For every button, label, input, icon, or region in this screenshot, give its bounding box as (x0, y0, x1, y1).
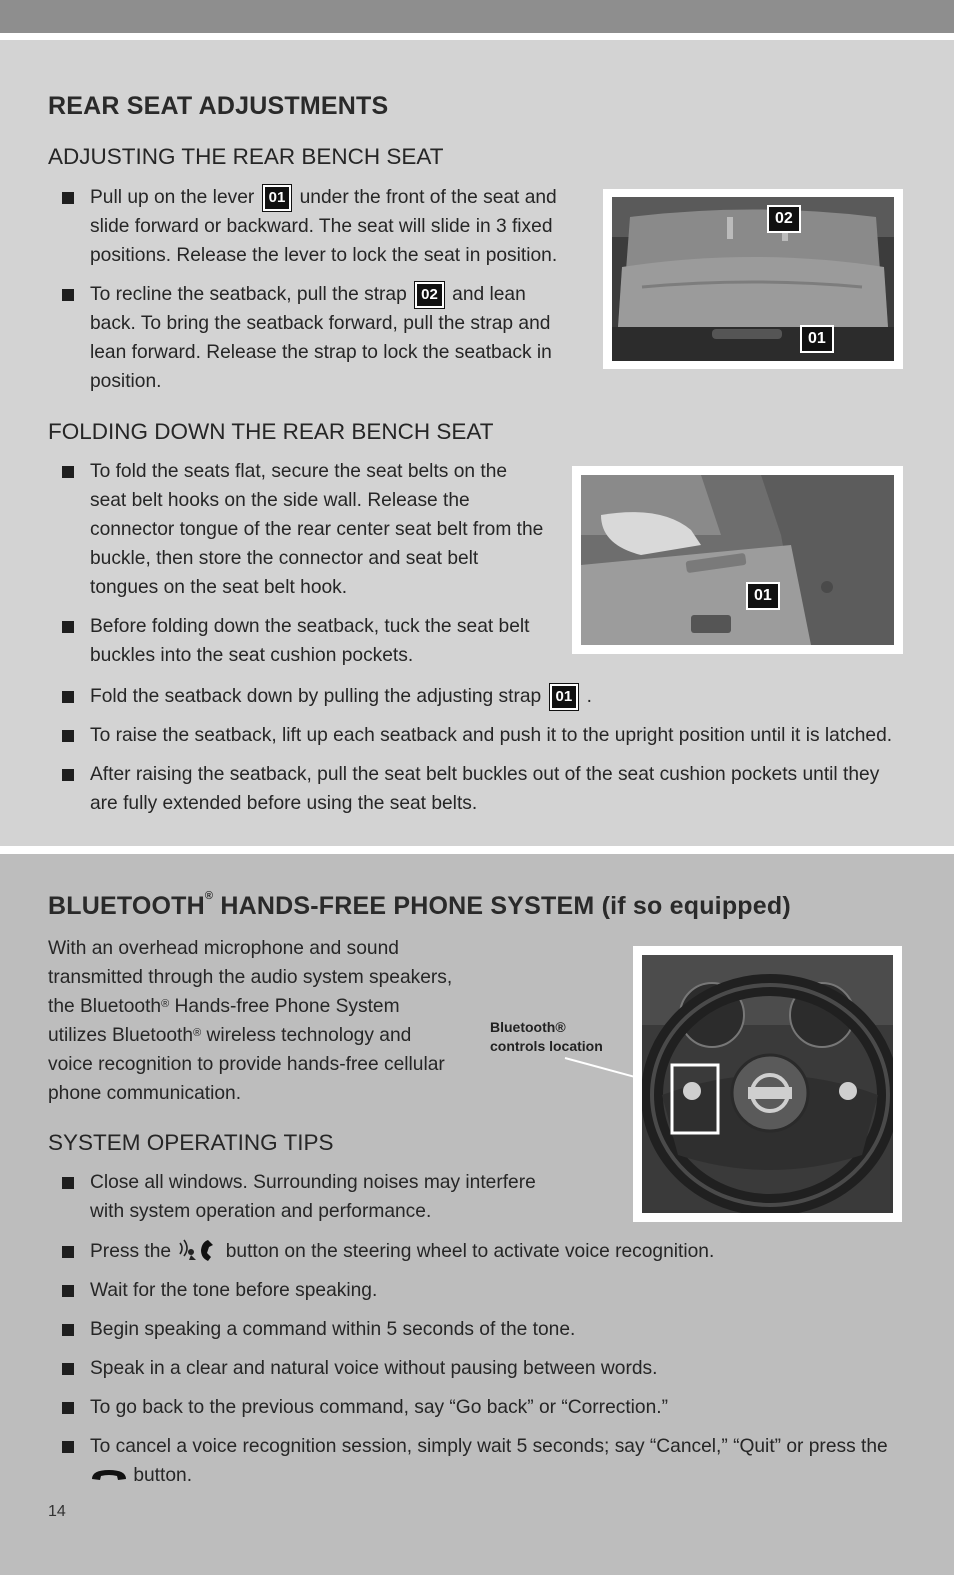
folding-seat-image (581, 475, 894, 645)
bluetooth-title: BLUETOOTH® HANDS-FREE PHONE SYSTEM (if so equipped) (48, 890, 791, 920)
list-item: After raising the seatback, pull the seat belt buckles out of the seat cushion pockets until they are fully extended before using the seat belts. (48, 760, 910, 818)
list-item: To cancel a voice recognition session, simply wait 5 seconds; say “Cancel,” “Quit” or press the button. (48, 1432, 910, 1490)
list-item: Speak in a clear and natural voice without pausing between words. (48, 1354, 910, 1383)
list-item: To raise the seatback, lift up each seatback and push it to the upright position until it is latched. (48, 721, 910, 750)
folding-list-top (48, 457, 548, 680)
top-header-bar (0, 0, 954, 33)
list-item: Fold the seatback down by pulling the adjusting strap 01 . (48, 682, 910, 711)
adjusting-list (48, 183, 576, 406)
list-item: Wait for the tone before speaking. (48, 1276, 910, 1305)
photo-callout-01: 01 (800, 325, 834, 353)
list-item: Close all windows. Surrounding noises may interfere with system operation and performance. (48, 1168, 558, 1226)
bluetooth-controls-callout: Bluetooth® controls location (490, 1019, 603, 1054)
list-item: Before folding down the seatback, tuck the seat belt buckles into the seat cushion pockets. (48, 612, 548, 670)
list-item: To fold the seats flat, secure the seat belts on the seat belt hooks on the side wall. Release the connector tongue of the rear center seat belt from the buckle, then store the connector and seat belt tongues on the seat belt hook. (48, 457, 548, 602)
adjusting-heading: ADJUSTING THE REAR BENCH SEAT (48, 144, 444, 169)
list-item: Begin speaking a command within 5 seconds of the tone. (48, 1315, 910, 1344)
talk-phone-icon (176, 1238, 220, 1262)
tips-list-top (48, 1168, 558, 1236)
callout-tag: 01 (263, 185, 292, 211)
callout-tag: 01 (550, 684, 579, 710)
tips-heading: SYSTEM OPERATING TIPS (48, 1130, 334, 1155)
folding-heading: FOLDING DOWN THE REAR BENCH SEAT (48, 419, 494, 444)
bluetooth-intro: With an overhead microphone and sound transmitted through the audio system speakers, the Bluetooth® Hands-free Phone System utilizes Bluetooth® wireless technology and voice recognition to provide hands-free cellular phone communication. (48, 938, 453, 1104)
folding-list-bottom (48, 682, 910, 828)
list-item: To go back to the previous command, say “Go back” or “Correction.” (48, 1393, 910, 1422)
rear-seat-title: REAR SEAT ADJUSTMENTS (48, 92, 389, 120)
steering-wheel-image (642, 955, 893, 1213)
steering-wheel-photo-frame (633, 946, 902, 1222)
list-item: Press the button on the steering wheel to activate voice recognition. (48, 1237, 910, 1266)
list-item: To recline the seatback, pull the strap 02 and lean back. To bring the seatback forward, pull the strap and lean forward. Release the strap to lock the seatback in position. (48, 280, 576, 396)
folding-seat-photo-frame (572, 466, 903, 654)
rear-bench-photo-frame (603, 189, 903, 369)
list-item: Pull up on the lever 01 under the front of the seat and slide forward or backward. The seat will slide in 3 fixed positions. Release the lever to lock the seat in position. (48, 183, 576, 270)
page-number: 14 (48, 1503, 66, 1520)
callout-tag: 02 (415, 282, 444, 308)
hang-up-phone-icon (90, 1467, 128, 1483)
photo-callout-01: 01 (746, 582, 780, 610)
tips-list-bottom (48, 1237, 910, 1500)
photo-callout-02: 02 (767, 205, 801, 233)
rear-bench-seat-image (612, 197, 894, 361)
